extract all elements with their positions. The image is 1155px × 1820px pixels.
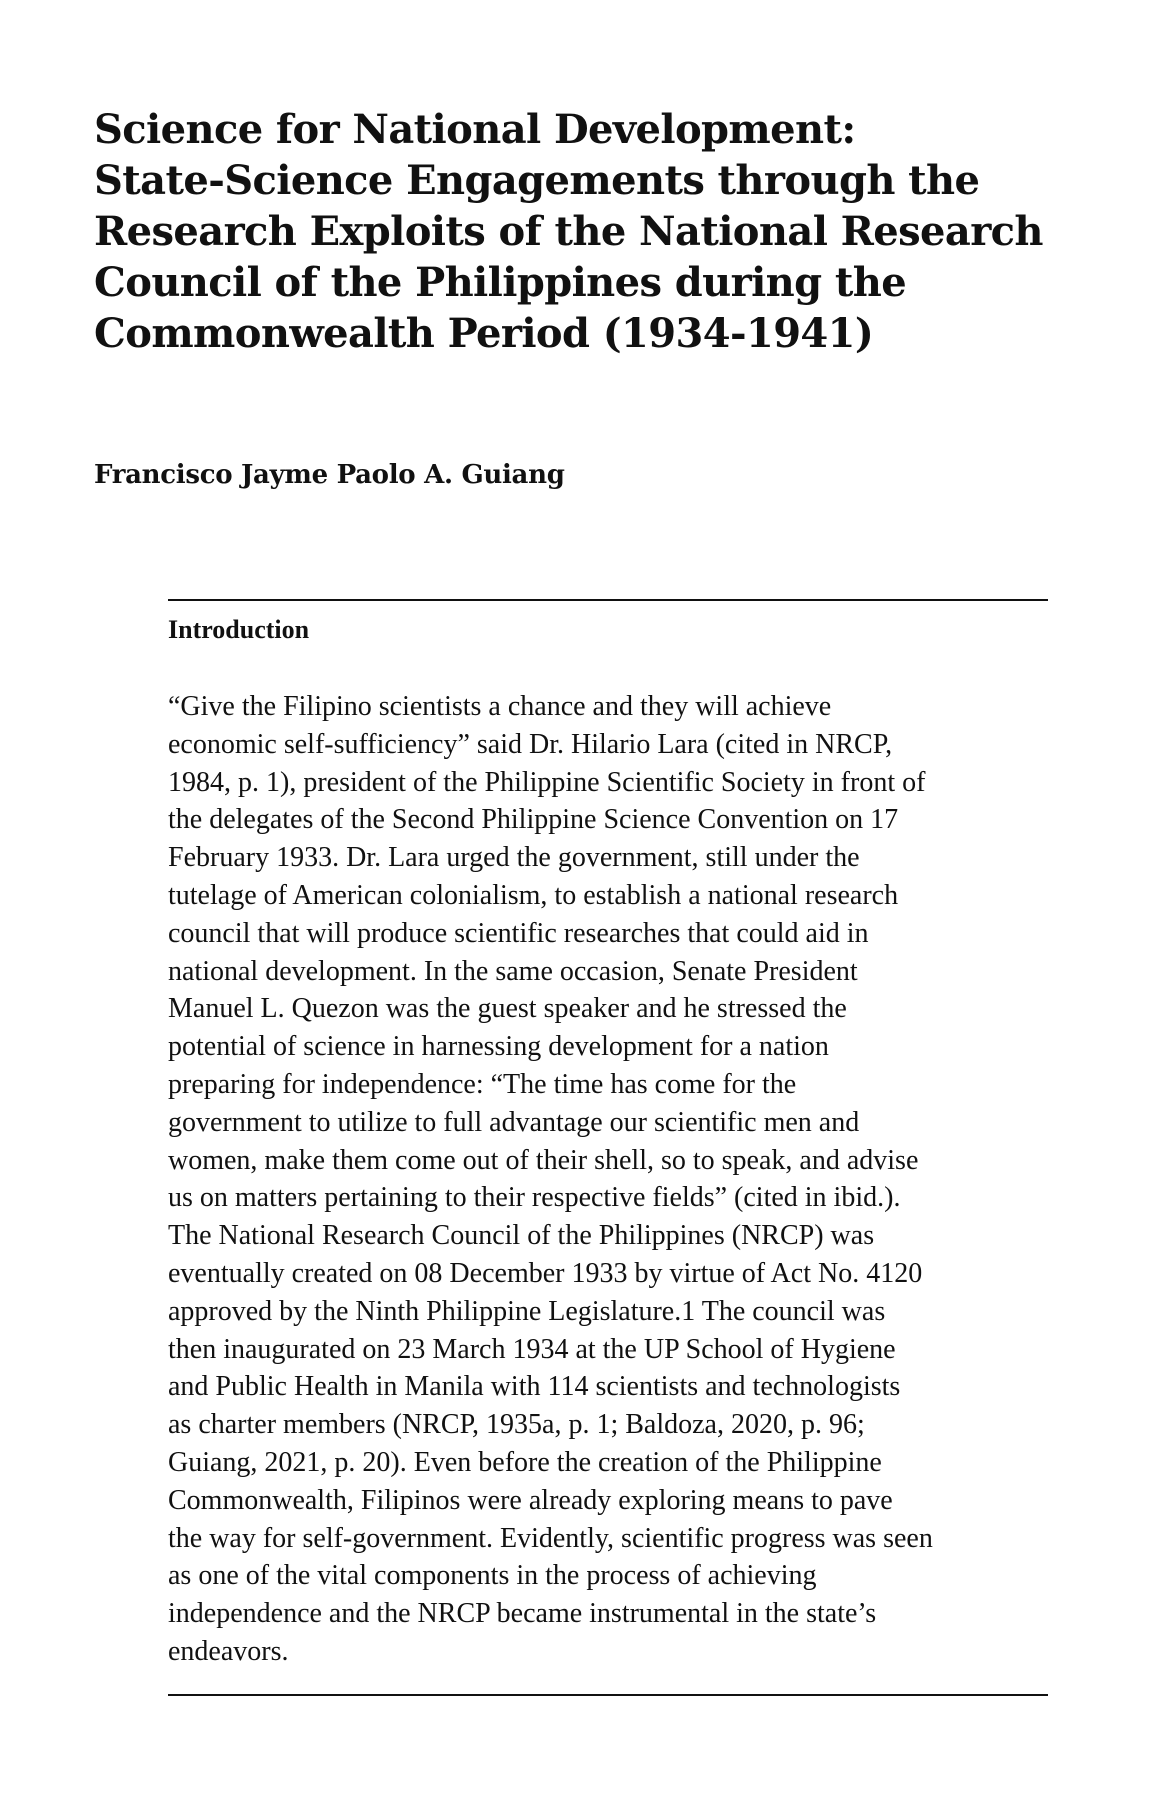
paragraph-line: February 1933. Dr. Lara urged the government, still under the — [168, 842, 860, 874]
section-heading: Introduction — [168, 615, 310, 644]
paragraph-line: and Public Health in Manila with 114 scientists and technologists — [168, 1371, 901, 1403]
paragraph-line: economic self-sufficiency” said Dr. Hilario Lara (cited in NRCP, — [168, 728, 893, 760]
paragraph-line: tutelage of American colonialism, to establish a national research — [168, 879, 899, 911]
paragraph-line: approved by the Ninth Philippine Legislature.1 The council was — [168, 1295, 886, 1327]
paragraph-line: preparing for independence: “The time has come for the — [168, 1068, 797, 1100]
paragraph-line: potential of science in harnessing development for a nation — [168, 1031, 829, 1063]
paragraph-line: the way for self-government. Evidently, scientific progress was seen — [168, 1522, 933, 1554]
title-line: Science for National Development: — [94, 106, 856, 153]
title-line: Commonwealth Period (1934-1941) — [94, 310, 874, 357]
paragraph-line: women, make them come out of their shell, so to speak, and advise — [168, 1144, 919, 1176]
paragraph-line: “Give the Filipino scientists a chance and they will achieve — [168, 691, 832, 722]
author-name: Francisco Jayme Paolo A. Guiang — [94, 460, 565, 490]
paragraph-line: endeavors. — [168, 1635, 289, 1667]
paragraph-line: then inaugurated on 23 March 1934 at the UP School of Hygiene — [168, 1333, 896, 1365]
paragraph-line: Guiang, 2021, p. 20). Even before the creation of the Philippine — [168, 1446, 882, 1478]
paragraph-line: as one of the vital components in the process of achieving — [168, 1560, 817, 1592]
paragraph-line: as charter members (NRCP, 1935a, p. 1; Baldoza, 2020, p. 96; — [168, 1409, 865, 1441]
body-paragraph — [168, 688, 1058, 1671]
paragraph-line: Manuel L. Quezon was the guest speaker and he stressed the — [168, 993, 847, 1025]
section-divider-bottom — [168, 1694, 1048, 1696]
paragraph-line: us on matters pertaining to their respective fields” (cited in ibid.). — [168, 1182, 901, 1214]
paragraph-line: the delegates of the Second Philippine Science Convention on 17 — [168, 804, 899, 836]
paper-title — [94, 104, 1094, 359]
paragraph-line: government to utilize to full advantage our scientific men and — [168, 1106, 860, 1138]
paragraph-line: council that will produce scientific researches that could aid in — [168, 917, 869, 949]
title-line: Council of the Philippines during the — [94, 259, 907, 306]
paragraph-line: eventually created on 08 December 1933 by virtue of Act No. 4120 — [168, 1257, 923, 1289]
paragraph-line: independence and the NRCP became instrumental in the state’s — [168, 1598, 877, 1630]
paragraph-line: The National Research Council of the Philippines (NRCP) was — [168, 1220, 875, 1252]
title-line: State-Science Engagements through the — [94, 157, 980, 204]
title-line: Research Exploits of the National Research — [94, 208, 1043, 255]
paragraph-line: national development. In the same occasion, Senate President — [168, 955, 858, 987]
paragraph-line: 1984, p. 1), president of the Philippine Scientific Society in front of — [168, 766, 926, 798]
paragraph-line: Commonwealth, Filipinos were already exploring means to pave — [168, 1484, 893, 1516]
section-divider-top — [168, 599, 1048, 601]
